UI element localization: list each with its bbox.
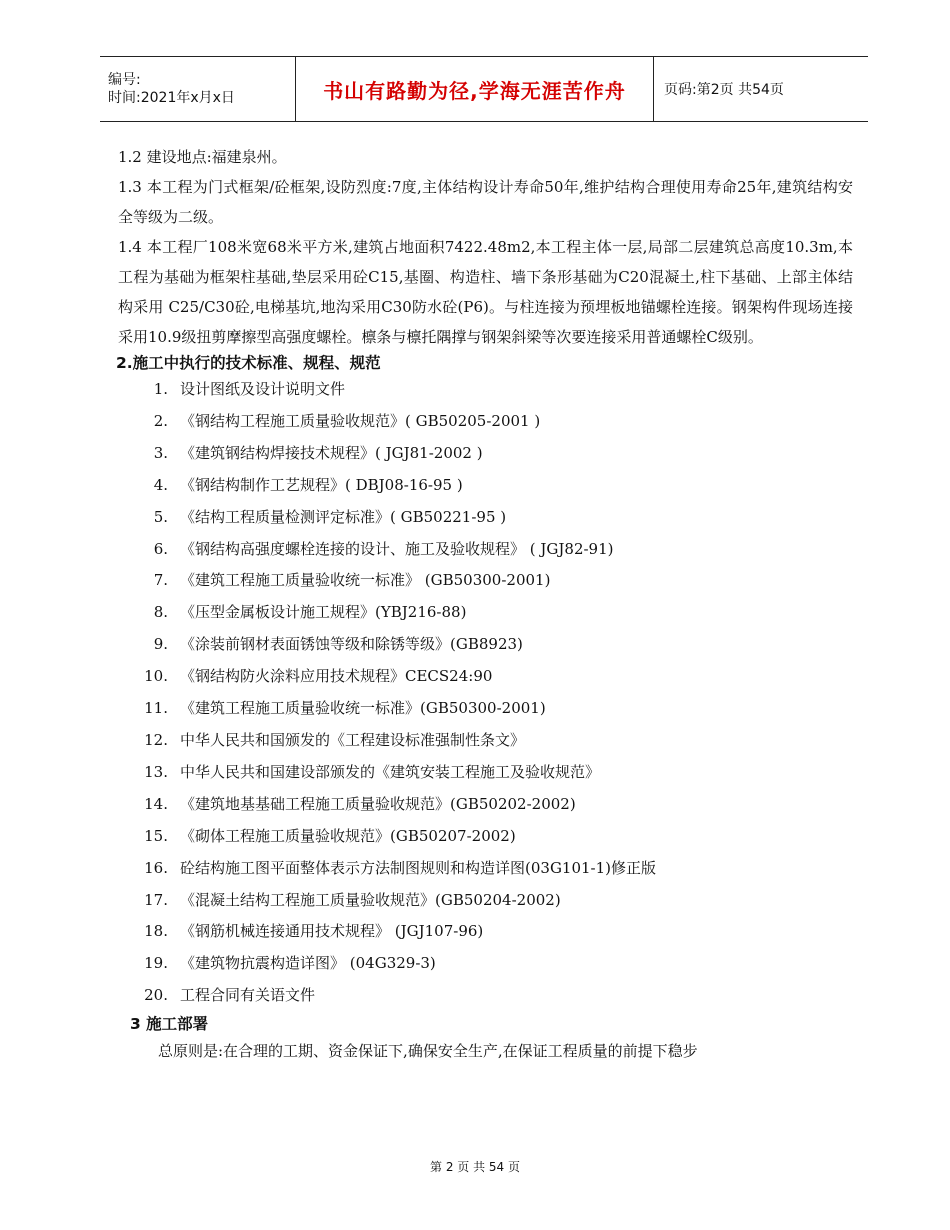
list-item: 9. 《涂装前钢材表面锈蚀等级和除锈等级》(GB8923) (153, 635, 523, 654)
document-number-label: 编号: (108, 72, 141, 88)
list-item: 7. 《建筑工程施工质量验收统一标准》 (GB50300-2001) (153, 571, 551, 590)
list-item: 10. 《钢结构防火涂料应用技术规程》CECS24:90 (144, 667, 493, 686)
standards-list (118, 374, 853, 1012)
list-item: 16. 砼结构施工图平面整体表示方法制图规则和构造详图(03G101-1)修正版 (144, 858, 657, 877)
list-item: 19. 《建筑物抗震构造详图》 (04G329-3) (144, 954, 436, 973)
list-item: 3. 《建筑钢结构焊接技术规程》( JGJ81-2002 ) (153, 443, 483, 462)
page-header (100, 56, 868, 122)
paragraph-1-2: 1.2 建设地点:福建泉州。 (118, 148, 287, 166)
list-item: 14. 《建筑地基基础工程施工质量验收规范》(GB50202-2002) (144, 794, 576, 813)
list-item: 2. 《钢结构工程施工质量验收规范》( GB50205-2001 ) (153, 411, 541, 430)
header-motto: 书山有路勤为径,学海无涯苦作舟 (296, 57, 654, 121)
list-item: 8. 《压型金属板设计施工规程》(YBJ216-88) (153, 603, 467, 622)
section-2-title: 2.施工中执行的技术标准、规程、规范 (116, 354, 381, 372)
list-item: 1. 设计图纸及设计说明文件 (153, 380, 346, 398)
paragraph-1-4: 1.4 本工程厂108米宽68米平方米,建筑占地面积7422.48m2,本工程主体一层,局部二层建筑总高度10.3m,本工程为基础为框架柱基础,垫层采用砼C15,基圈、构造柱、墙下条形基础为C20混凝土,柱下基础、上部主体结构采用 C25/C30砼,电梯基坑,地沟采用C30防水砼(P6)。与柱连接为预埋板地锚螺栓连接。钢架构件现场连接采用10.9级扭剪摩擦型高强度螺栓。檩条与檩托隅撑与钢架斜梁等次要连接采用普通螺栓C级别。 (118, 238, 853, 346)
list-item: 6. 《钢结构高强度螺栓连接的设计、施工及验收规程》 ( JGJ82-91) (153, 539, 614, 558)
list-item: 18. 《钢筋机械连接通用技术规程》 (JGJ107-96) (144, 922, 484, 941)
document-time-label: 时间:2021年x月x日 (108, 90, 235, 106)
list-item: 12. 中华人民共和国颁发的《工程建设标准强制性条文》 (144, 730, 526, 749)
section-3-title: 3 施工部署 (130, 1015, 209, 1034)
list-item: 13. 中华人民共和国建设部颁发的《建筑安装工程施工及验收规范》 (144, 762, 601, 781)
paragraph-1-3: 1.3 本工程为门式框架/砼框架,设防烈度:7度,主体结构设计寿命50年,维护结构合理使用寿命25年,建筑结构安全等级为二级。 (118, 178, 853, 226)
list-item: 15. 《砌体工程施工质量验收规范》(GB50207-2002) (144, 826, 516, 845)
page-footer: 第 2 页 共 54 页 (430, 1160, 520, 1174)
list-item: 11. 《建筑工程施工质量验收统一标准》(GB50300-2001) (144, 699, 546, 718)
list-item: 5. 《结构工程质量检测评定标准》( GB50221-95 ) (153, 507, 507, 526)
list-item: 20. 工程合同有关语文件 (144, 986, 316, 1005)
header-page-info: 页码:第2页 共54页 (664, 82, 784, 98)
header-meta-cell (100, 57, 296, 121)
section-3-intro: 总原则是:在合理的工期、资金保证下,确保安全生产,在保证工程质量的前提下稳步 (158, 1042, 698, 1061)
list-item: 17. 《混凝土结构工程施工质量验收规范》(GB50204-2002) (144, 890, 561, 909)
document-body (118, 142, 853, 1066)
list-item: 4. 《钢结构制作工艺规程》( DBJ08-16-95 ) (153, 475, 463, 494)
